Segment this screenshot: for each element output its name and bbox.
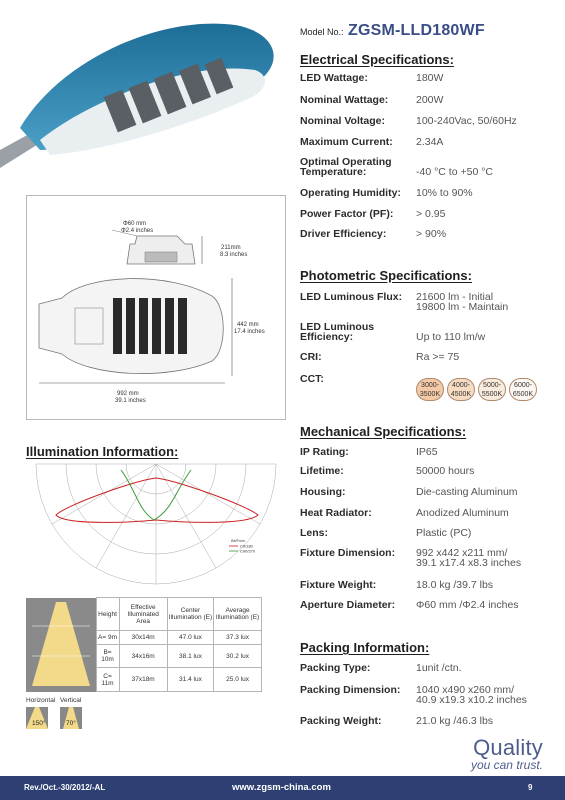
mechanical-section-title: Mechanical Specifications: <box>300 424 467 439</box>
table-cell: 31.4 lux <box>167 668 213 692</box>
horizontal-label: Horizontal <box>26 697 56 704</box>
cct-badge-text: 6000- <box>514 382 532 389</box>
spec-key: Maximum Current: <box>300 136 393 148</box>
spec-value: IP65 <box>416 446 438 458</box>
table-cell: 30x14m <box>119 631 167 645</box>
tagline-line1: Quality <box>473 735 543 760</box>
spec-value: 2.34A <box>416 136 444 148</box>
aperture-in-label: Φ2.4 inches <box>121 228 154 234</box>
photometric-section-title: Photometric Specifications: <box>300 268 472 283</box>
cct-badge-text: 4000- <box>452 382 470 389</box>
spec-value: 1unit /ctn. <box>416 662 462 674</box>
spec-value: Up to 110 lm/w <box>416 331 486 343</box>
spec-key: Operating Humidity: <box>300 187 401 199</box>
spec-key: Fixture Weight: <box>300 579 377 591</box>
dimension-drawing-svg <box>27 196 285 419</box>
spec-value: 19800 lm - Maintain <box>416 301 509 313</box>
table-cell: A= 9m <box>96 631 119 645</box>
cct-badge-text: 4500K <box>450 391 472 398</box>
cct-badge-text: 3500K <box>419 391 441 398</box>
spec-value: Plastic (PC) <box>416 527 472 539</box>
spec-key: Lens: <box>300 527 329 539</box>
table-cell: 38.1 lux <box>167 644 213 668</box>
spec-key: Aperture Diameter: <box>300 599 396 611</box>
spec-key: Packing Dimension: <box>300 684 401 696</box>
table-cell: 37.3 lux <box>214 631 262 645</box>
spec-key: Packing Weight: <box>300 715 382 727</box>
footer-bar <box>0 776 565 800</box>
polar-light-distribution-diagram <box>26 460 286 588</box>
width-in-label: 17.4 inches <box>234 329 265 335</box>
spec-value: 18.0 kg /39.7 lbs <box>416 579 494 591</box>
table-header: Center Illumination (E) <box>167 598 213 631</box>
spec-key: Optimal Operating <box>300 156 392 168</box>
table-cell: B= 10m <box>96 644 119 668</box>
spec-value: 180W <box>416 72 444 84</box>
spec-key: Housing: <box>300 486 346 498</box>
vertical-angle: 70° <box>66 720 76 727</box>
table-cell: 30.2 lux <box>214 644 262 668</box>
width-mm-label: 442 mm <box>237 322 259 328</box>
spec-key: Power Factor (PF): <box>300 208 394 220</box>
cct-badge-text: 5500K <box>481 391 503 398</box>
spec-value: Ra >= 75 <box>416 351 460 363</box>
spec-key: LED Luminous <box>300 321 375 333</box>
length-in-label: 39.1 inches <box>115 398 146 404</box>
revision-text: Rev./Oct.-30/2012/-AL <box>24 783 106 792</box>
spec-key: LED Wattage: <box>300 72 368 84</box>
cct-badge-5000 <box>478 378 506 401</box>
table-cell: 25.0 lux <box>214 668 262 692</box>
spec-value: 992 x442 x211 mm/ <box>416 547 508 559</box>
spec-value: > 90% <box>416 228 447 240</box>
spec-value: 10% to 90% <box>416 187 473 199</box>
spec-key: Efficiency: <box>300 331 354 343</box>
packing-section-title: Packing Information: <box>300 640 430 655</box>
model-label: Model No.: <box>300 27 344 37</box>
spec-key: Driver Efficiency: <box>300 228 387 240</box>
tagline-line2: you can trust. <box>470 758 543 772</box>
table-header: Height <box>96 598 119 631</box>
polar-legend-c90: C90/270 <box>240 548 256 554</box>
spec-key: CRI: <box>300 351 322 363</box>
spec-value: 21600 lm - Initial <box>416 291 494 303</box>
spec-key: CCT: <box>300 373 324 385</box>
spec-key: LED Luminous Flux: <box>300 291 403 303</box>
dimension-drawing <box>26 195 286 420</box>
spec-key: Nominal Voltage: <box>300 115 385 127</box>
cct-badge-4000 <box>447 378 475 401</box>
website-link[interactable]: www.zgsm-china.com <box>232 782 331 793</box>
table-cell: 34x16m <box>119 644 167 668</box>
height-mm-label: 211mm <box>221 245 241 251</box>
length-mm-label: 992 mm <box>117 391 139 397</box>
page-number: 9 <box>528 783 533 792</box>
spec-value: Die-casting Aluminum <box>416 486 518 498</box>
spec-value: 50000 hours <box>416 465 475 477</box>
cct-badge-text: 3000- <box>421 382 439 389</box>
table-cell: 47.0 lux <box>167 631 213 645</box>
vertical-label: Vertical <box>60 697 82 704</box>
model-number <box>300 22 485 40</box>
spec-value: 100-240Vac, 50/60Hz <box>416 115 517 127</box>
light-cone-illustration <box>26 598 96 692</box>
spec-value: > 0.95 <box>416 208 446 220</box>
aperture-mm-label: Φ60 mm <box>123 221 147 227</box>
spec-key: Heat Radiator: <box>300 507 372 519</box>
cct-badge-text: 6500K <box>512 391 534 398</box>
spec-key: Nominal Wattage: <box>300 94 389 106</box>
spec-value: 21.0 kg /46.3 lbs <box>416 715 494 727</box>
polar-legend-c0: C0/180 <box>240 543 253 549</box>
spec-key: Temperature: <box>300 166 367 178</box>
cct-badge-text: 5000- <box>483 382 501 389</box>
illumination-section-title: Illumination Information: <box>26 444 179 459</box>
height-in-label: 8.3 inches <box>220 252 248 258</box>
spec-value: 1040 x490 x260 mm/ <box>416 684 515 696</box>
cct-options <box>416 378 537 401</box>
spec-value: Anodized Aluminum <box>416 507 509 519</box>
quality-tagline <box>471 735 543 772</box>
table-cell: 37x18m <box>119 668 167 692</box>
spec-key: Lifetime: <box>300 465 344 477</box>
horizontal-angle: 150° <box>32 720 46 727</box>
polar-legend-title: IM/Fxxx <box>231 538 245 543</box>
table-cell: C= 11m <box>96 668 119 692</box>
spec-value: 40.9 x19.3 x10.2 inches <box>416 694 527 706</box>
table-header: Effective Illuminated Area <box>119 598 167 631</box>
table-header: Average Illumination (E) <box>214 598 262 631</box>
cct-badge-3000 <box>416 378 444 401</box>
illumination-table <box>26 597 262 692</box>
spec-value: 39.1 x17.4 x8.3 inches <box>416 557 522 569</box>
street-light-product-image <box>0 0 290 175</box>
spec-key: IP Rating: <box>300 446 349 458</box>
cct-badge-6000 <box>509 378 537 401</box>
spec-value: -40 °C to +50 °C <box>416 166 493 178</box>
spec-key: Fixture Dimension: <box>300 547 396 559</box>
spec-value: Φ60 mm /Φ2.4 inches <box>416 599 519 611</box>
model-value: ZGSM-LLD180WF <box>347 22 485 39</box>
spec-key: Packing Type: <box>300 662 371 674</box>
spec-value: 200W <box>416 94 444 106</box>
electrical-section-title: Electrical Specifications: <box>300 52 454 67</box>
